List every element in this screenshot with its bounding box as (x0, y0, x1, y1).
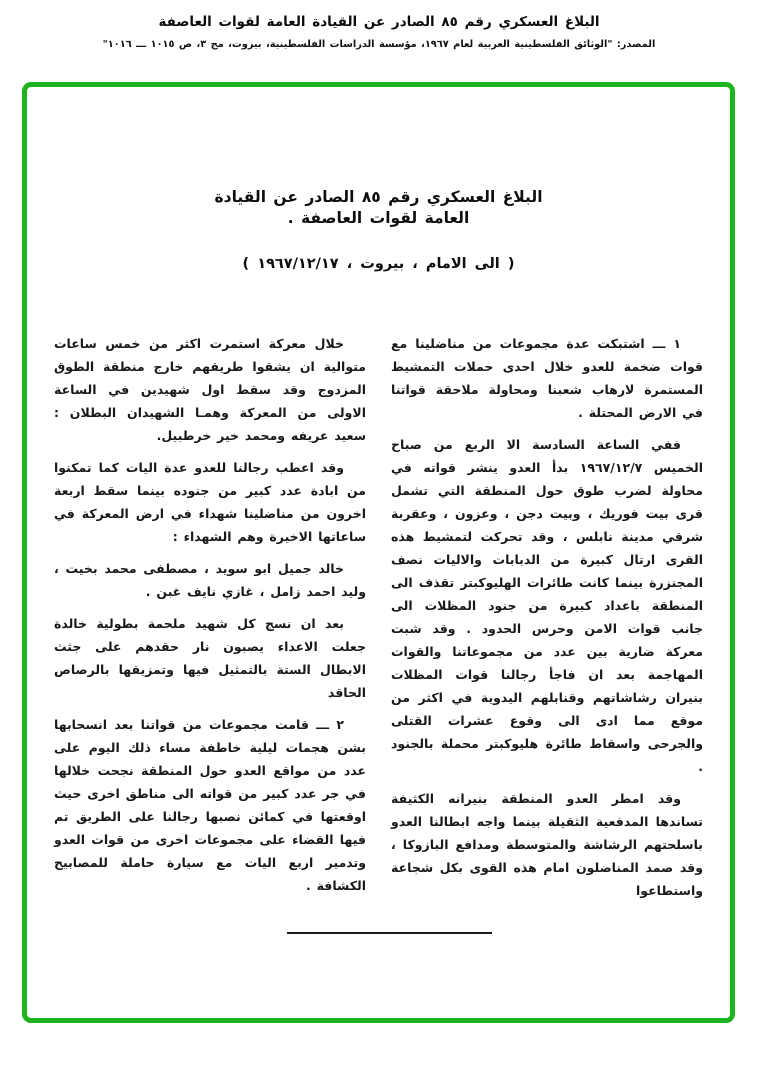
paragraph-left-1: خلال معركة استمرت اكثر من خمس ساعات متوالية ان يشقوا طريقهم خارج منطقة الطوق المزدوج وقد سقط اول شهيدين في الساعة الاولى من المعركة وهمـا الشهيدان البطلان : سعيد عريفه ومحمد خير خرطبيل. (54, 336, 366, 443)
communique-title-line1: البلاغ العسكري رقم ٨٥ الصادر عن القيادة (214, 188, 543, 206)
page-header (0, 12, 758, 50)
document-frame (22, 82, 735, 1023)
paragraph-left-3-martyr-names: خالد جميل ابو سويد ، مصطفى محمد بخيت ، وليد احمد زامل ، غازي نايف غبن . (54, 561, 366, 599)
document-columns (54, 332, 703, 911)
communique-dateline: ( الى الامام ، بيروت ، ١٩٦٧/١٢/١٧ ) (242, 256, 515, 272)
paragraph-left-5: ٢ ـــ قامت مجموعات من قواتنا بعد انسحابها بشن هجمات ليلية خاطفة مساء ذلك اليوم على عدد من مواقع العدو حول المنطقة نجحت خلالها في جر عدد كبير من قواته الى مناطق اخرى حيث اوقعتها في كمائن نصبها رجالنا على الطريق تم فيها القضاء على مجموعات اخرى من قوات العدو وتدمير اربع اليات مع سيارة حاملة للمصابيح الكشافة . (54, 717, 366, 893)
paragraph-right-1: ١ ـــ اشتبكت عدة مجموعات من مناضلينا مع قوات ضخمة للعدو خلال احدى حملات التمشيط المستمرة لارهاب شعبنا ومحاولة ملاحقة قواتنا في الارض المحتلة . (391, 336, 703, 420)
page-header-source-line: المصدر: "الوثائق الفلسطينية العربية لعام ١٩٦٧، مؤسسة الدراسات الفلسطينية، بيروت، مج ٣، ص ١٠١٥ ـــ ١٠١٦" (102, 39, 656, 50)
column-left (54, 332, 366, 911)
scanned-document-page (27, 87, 730, 1018)
column-right (391, 332, 703, 911)
paragraph-left-4: بعد ان نسج كل شهيد ملحمة بطولية خالدة جعلت الاعداء يصبون نار حقدهم على جثث الابطال الستة بالتمثيل فيها وتمزيقها بالرصاص الحاقد (54, 616, 366, 700)
communique-title-line2: العامة لقوات العاصفة . (287, 209, 470, 227)
paragraph-right-3: وقد امطر العدو المنطقة بنيرانه الكثيفة تساندها المدفعية الثقيلة بينما واجه ابطالنا العدو باسلحتهم الرشاشة والمتوسطة ومدافع البازوكا ، وقد صمد المناضلون امام هذه القوى بكل شجاعة واستطاعوا (391, 791, 703, 898)
communique-title (54, 187, 703, 229)
paragraph-left-2: وقد اعطب رجالنا للعدو عدة اليات كما تمكنوا من ابادة عدد كبير من جنوده بينما سقط اربعة اخرون من مناضلينا شهداء في ارض المعركة في ساعاتها الاخيرة وهم الشهداء : (54, 460, 366, 544)
end-divider-rule (287, 932, 492, 934)
paragraph-right-2: ففي الساعة السادسة الا الربع من صباح الخميس ١٩٦٧/١٢/٧ بدأ العدو ينشر قواته في محاولة لضرب طوق حول المنطقة التي تشمل قرى بيت فوريك ، وبيت دجن ، وعزون ، وعقربة شرقي مدينة نابلس ، وقد تحركت لتمشيط هذه القرى ارتال كبيرة من الدبابات والاليات نصف المجنزرة بينما كانت طائرات الهليوكبتر تقذف الى المنطقة باعداد كبيرة من جنود المظلات الى جانب قوات الامن وحرس الحدود . وقد شبت معركة ضارية بين عدد من مجموعاتنا والقوات المهاجمة بعد ان فاجأ رجالنا قوات المظلات بنيران رشاشاتهم وقنابلهم اليدوية في اكثر من موقع مما ادى الى وقوع عشرات القتلى والجرحى واسقاط طائرة هليوكبتر محملة بالجنود . (391, 437, 703, 774)
page-header-title: البلاغ العسكري رقم ٨٥ الصادر عن القيادة العامة لقوات العاصفة (158, 14, 600, 30)
